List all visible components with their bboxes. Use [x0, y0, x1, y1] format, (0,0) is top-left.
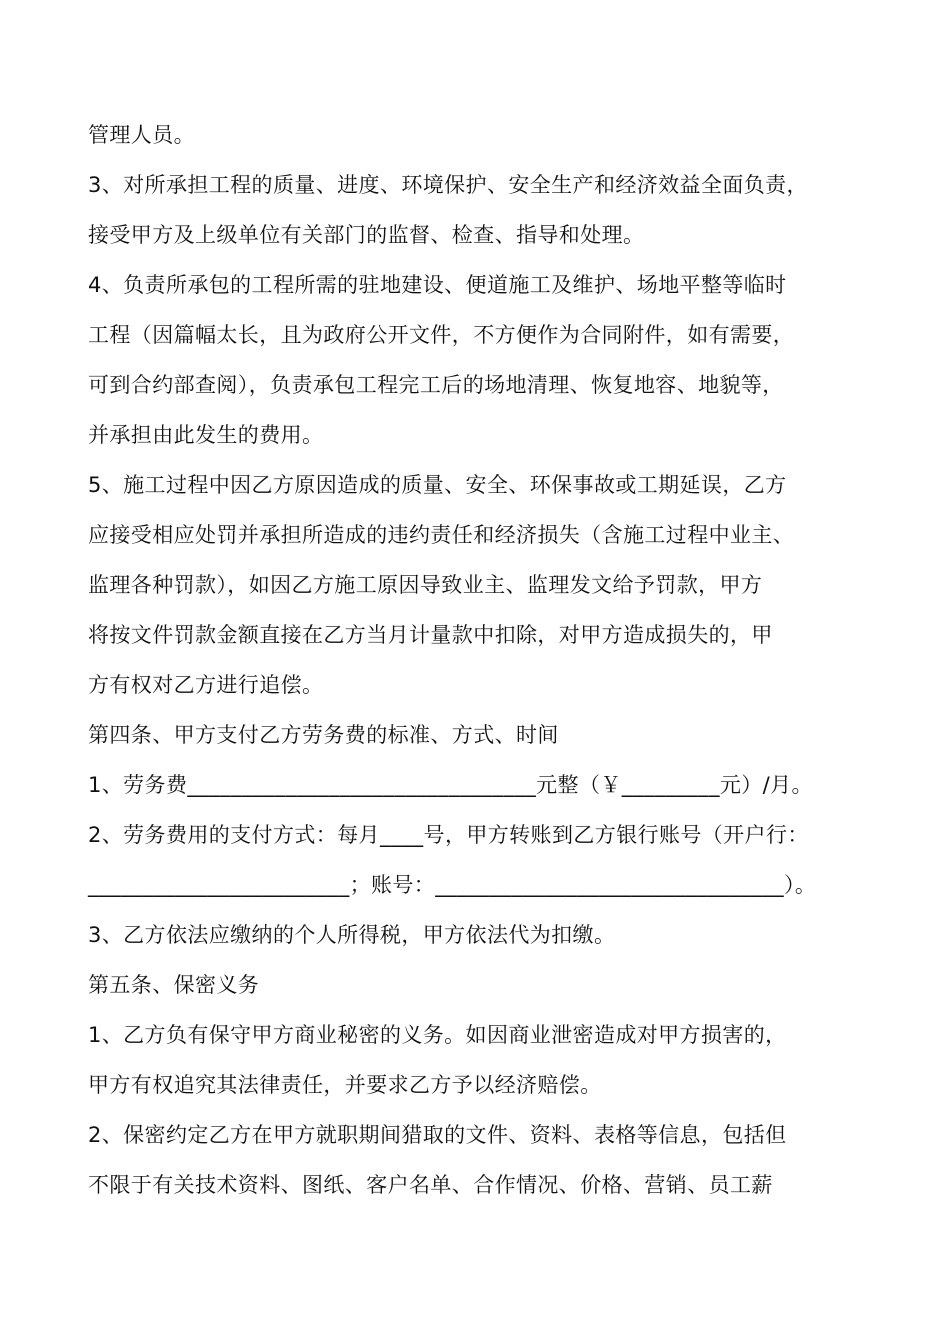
text-line-payment-method: 2、劳务费用的支付方式：每月____号，甲方转账到乙方银行账号（开户行： — [88, 823, 809, 847]
text-line-11: 将按文件罚款金额直接在乙方当月计量款中扣除，对甲方造成损失的，甲 — [88, 623, 773, 647]
text-line-7: 并承担由此发生的费用。 — [88, 423, 324, 447]
text-line-12: 方有权对乙方进行追偿。 — [88, 673, 324, 697]
text-line-account: ________________________；账号：________________________________）。 — [88, 873, 817, 897]
text-line-5: 工程（因篇幅太长，且为政府公开文件，不方便作为合同附件，如有需要， — [88, 323, 795, 347]
text-line-8: 5、施工过程中因乙方原因造成的质量、安全、环保事故或工期延误，乙方 — [88, 473, 787, 497]
text-line-10: 监理各种罚款），如因乙方施工原因导致业主、监理发文给予罚款，甲方 — [88, 573, 763, 597]
section-heading-article-4: 第四条、甲方支付乙方劳务费的标准、方式、时间 — [88, 723, 559, 747]
text-line-22: 不限于有关技术资料、图纸、客户名单、合作情况、价格、营销、员工薪 — [88, 1173, 773, 1197]
text-line-19: 1、乙方负有保守甲方商业秘密的义务。如因商业泄密造成对甲方损害的， — [88, 1023, 787, 1047]
text-line-9: 应接受相应处罚并承担所造成的违约责任和经济损失（含施工过程中业主、 — [88, 523, 795, 547]
text-line-tax: 3、乙方依法应缴纳的个人所得税，甲方依法代为扣缴。 — [88, 923, 616, 947]
text-line-1: 管理人员。 — [88, 123, 195, 147]
text-line-fee: 1、劳务费________________________________元整（￥_________元）/月。 — [88, 773, 813, 797]
text-line-4: 4、负责所承包的工程所需的驻地建设、便道施工及维护、场地平整等临时 — [88, 273, 787, 297]
text-line-20: 甲方有权追究其法律责任，并要求乙方予以经济赔偿。 — [88, 1073, 602, 1097]
text-line-2: 3、对所承担工程的质量、进度、环境保护、安全生产和经济效益全面负责， — [88, 173, 808, 197]
text-line-3: 接受甲方及上级单位有关部门的监督、检查、指导和处理。 — [88, 223, 645, 247]
text-line-6: 可到合约部查阅），负责承包工程完工后的场地清理、恢复地容、地貌等， — [88, 373, 784, 397]
section-heading-article-5: 第五条、保密义务 — [88, 973, 260, 997]
text-line-21: 2、保密约定乙方在甲方就职期间猎取的文件、资料、表格等信息，包括但 — [88, 1123, 787, 1147]
